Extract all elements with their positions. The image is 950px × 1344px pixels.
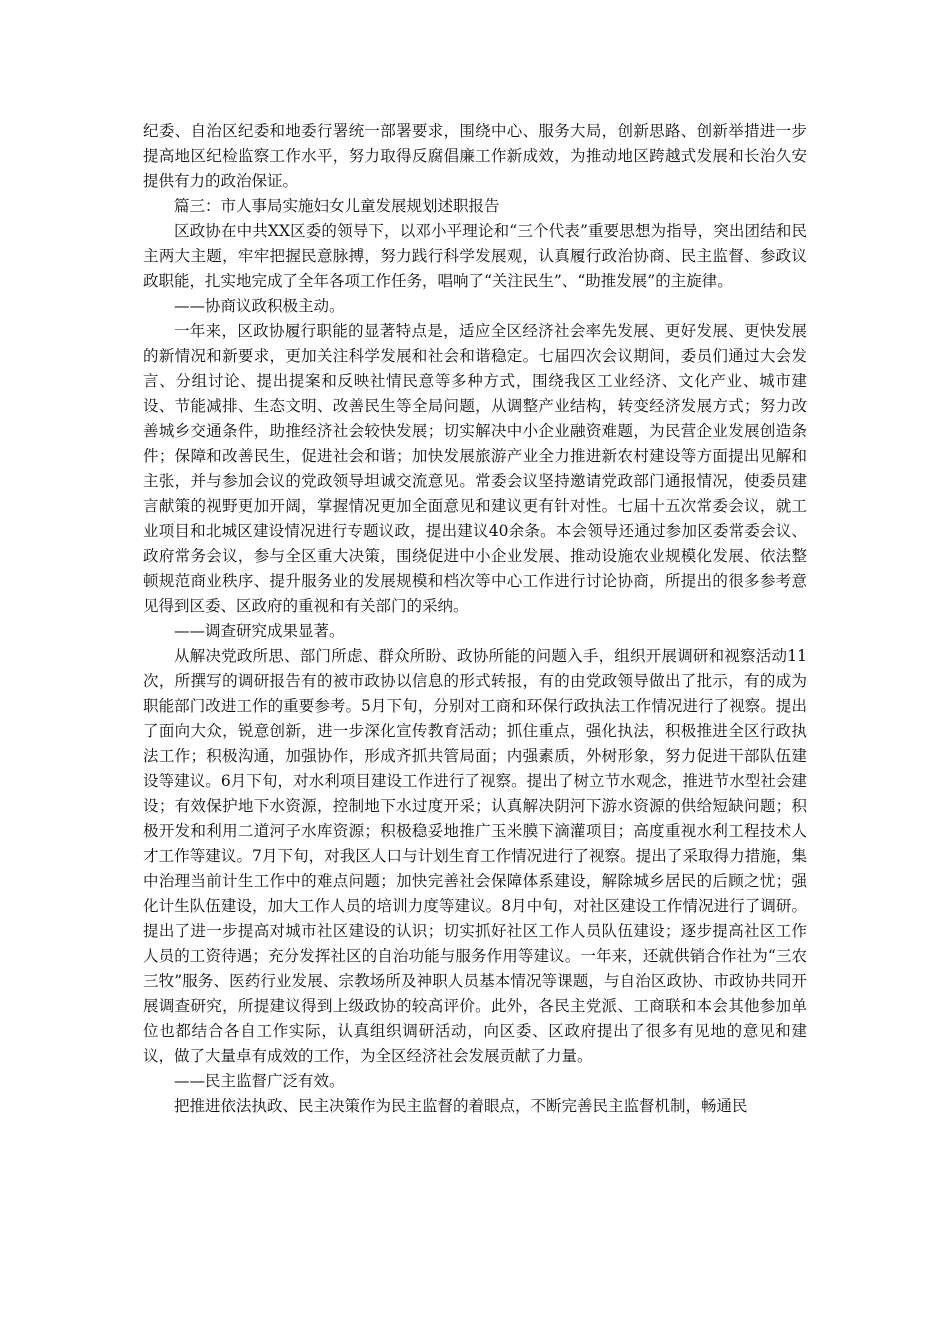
body-paragraph: 一年来，区政协履行职能的显著特点是，适应全区经济社会率先发展、更好发展、更快发展的新情况和新要求，更加关注科学发展和社会和谐稳定。七届四次会议期间，委员们通过大会发言、分组讨论、提出提案和反映社情民意等多种方式，围绕我区工业经济、文化产业、城市建设、节能减排、生态文明、改善民生等全局问题，从调整产业结构，转变经济发展方式；努力改善城乡交通条件，助推经济社会较快发展；切实解决中小企业融资难题，为民营企业发展创造条件；保障和改善民生，促进社会和谐；加快发展旅游产业全力推进新农村建设等方面提出见解和主张，并与参加会议的党政领导坦诚交流意见。常委会议坚持邀请党政部门通报情况，使委员建言献策的视野更加开阔，掌握情况更加全面意见和建议更有针对性。七届十五次常委会议，就工业项目和北城区建设情况进行专题议政，提出建议40余条。本会领导还通过参加区委常委会议、政府常务会议，参与全区重大决策，围绕促进中小企业发展、推动设施农业规模化发展、依法整顿规范商业秩序、提升服务业的发展规模和档次等中心工作进行讨论协商，所提出的很多参考意见得到区委、区政府的重视和有关部门的采纳。 [143,322,807,615]
body-paragraph: 从解决党政所思、部门所虑、群众所盼、政协所能的问题入手，组织开展调研和视察活动11次，所撰写的调研报告有的被市政协以信息的形式转报，有的由党政领导做出了批示，有的成为职能部门改进工作的重要参考。5月下旬，分别对工商和环保行政执法工作情况进行了视察。提出了面向大众，锐意创新，进一步深化宣传教育活动；抓住重点，强化执法，积极推进全区行政执法工作；积极沟通，加强协作，形成齐抓共管局面；内强素质，外树形象，努力促进干部队伍建设等建议。6月下旬，对水利项目建设工作进行了视察。提出了树立节水观念，推进节水型社会建设；有效保护地下水资源，控制地下水过度开采；认真解决阴河下游水资源的供给短缺问题；积极开发和利用二道河子水库资源；积极稳妥地推广玉米膜下滴灌项目；高度重视水利工程技术人才工作等建议。7月下旬，对我区人口与计划生育工作情况进行了视察。提出了采取得力措施，集中治理当前计生工作中的难点问题；加快完善社会保障体系建设，解除城乡居民的后顾之忧；强化计生队伍建设，加大工作人员的培训力度等建议。8月中旬，对社区建设工作情况进行了调研。提出了进一步提高对城市社区建设的认识；切实抓好社区工作人员队伍建设；逐步提高社区工作人员的工资待遇；充分发挥社区的自治功能与服务作用等建议。一年来，还就供销合作社为“三农三牧”服务、医药行业发展、宗教场所及神职人员基本情况等课题，与自治区政协、市政协共同开展调查研究，所提建议得到上级政协的较高评价。此外，各民主党派、工商联和本会其他参加单位也都结合各自工作实际，认真组织调研活动，向区委、区政府提出了很多有见地的意见和建议，做了大量卓有成效的工作，为全区经济社会发展贡献了力量。 [143,647,807,1065]
subsection-heading: ——协商议政积极主动。 [174,297,345,315]
document-page [143,119,807,1119]
section-title: 篇三：市人事局实施妇女儿童发展规划述职报告 [174,197,500,215]
subsection-heading: ——民主监督广泛有效。 [174,1072,345,1090]
body-paragraph: 把推进依法执政、民主决策作为民主监督的着眼点，不断完善民主监督机制，畅通民 [174,1097,748,1115]
body-paragraph-continued: 纪委、自治区纪委和地委行署统一部署要求，围绕中心、服务大局，创新思路、创新举措进一步提高地区纪检监察工作水平，努力取得反腐倡廉工作新成效，为推动地区跨越式发展和长治久安提供有力的政治保证。 [143,122,807,190]
body-paragraph: 区政协在中共XX区委的领导下，以邓小平理论和“三个代表”重要思想为指导，突出团结和民主两大主题，牢牢把握民意脉搏，努力践行科学发展观，认真履行政治协商、民主监督、参政议政职能，扎实地完成了全年各项工作任务，唱响了“关注民生”、“助推发展”的主旋律。 [143,222,807,290]
subsection-heading: ——调查研究成果显著。 [174,622,345,640]
